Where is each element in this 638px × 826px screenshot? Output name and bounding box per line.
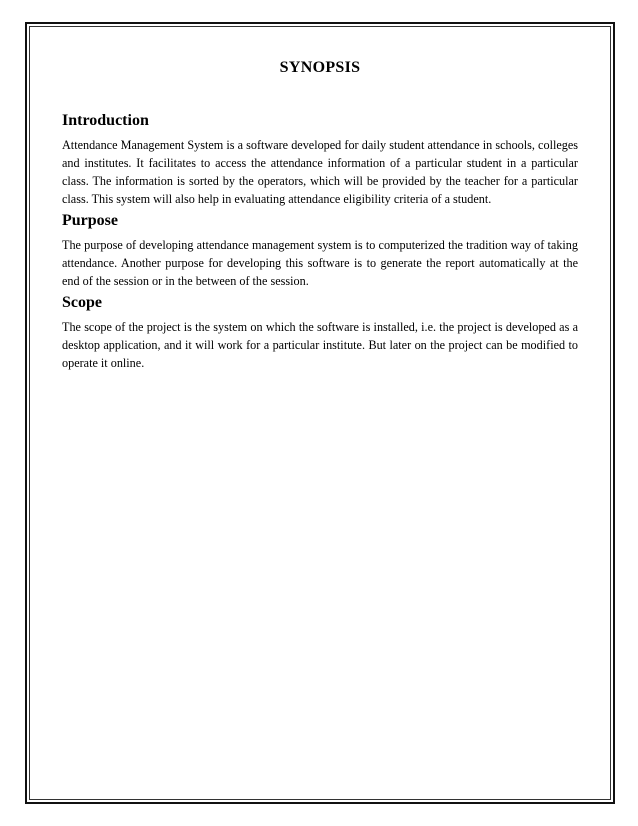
section-body-introduction: Attendance Management System is a software developed for daily student attendance in schools, colleges and institutes. It facilitates to access the attendance information of a particular student in a particular class. The information is sorted by the operators, which will be provided by the teacher for a particular class. This system will also help in evaluating attendance eligibility criteria of a student. <box>62 138 578 206</box>
document-content <box>62 58 578 375</box>
section-body-scope: The scope of the project is the system on which the software is installed, i.e. the project is developed as a desktop application, and it will work for a particular institute. But later on the project can be modified to operate it online. <box>62 320 578 370</box>
section-body-purpose: The purpose of developing attendance management system is to computerized the tradition way of taking attendance. Another purpose for developing this software is to generate the report automatically at the end of the session or in the between of the session. <box>62 238 578 288</box>
document-title: SYNOPSIS <box>279 59 361 76</box>
section-purpose <box>62 211 578 290</box>
section-heading-introduction: Introduction <box>62 112 149 129</box>
section-heading-purpose: Purpose <box>62 212 118 229</box>
section-introduction <box>62 111 578 208</box>
section-scope <box>62 293 578 372</box>
section-heading-scope: Scope <box>62 294 102 311</box>
